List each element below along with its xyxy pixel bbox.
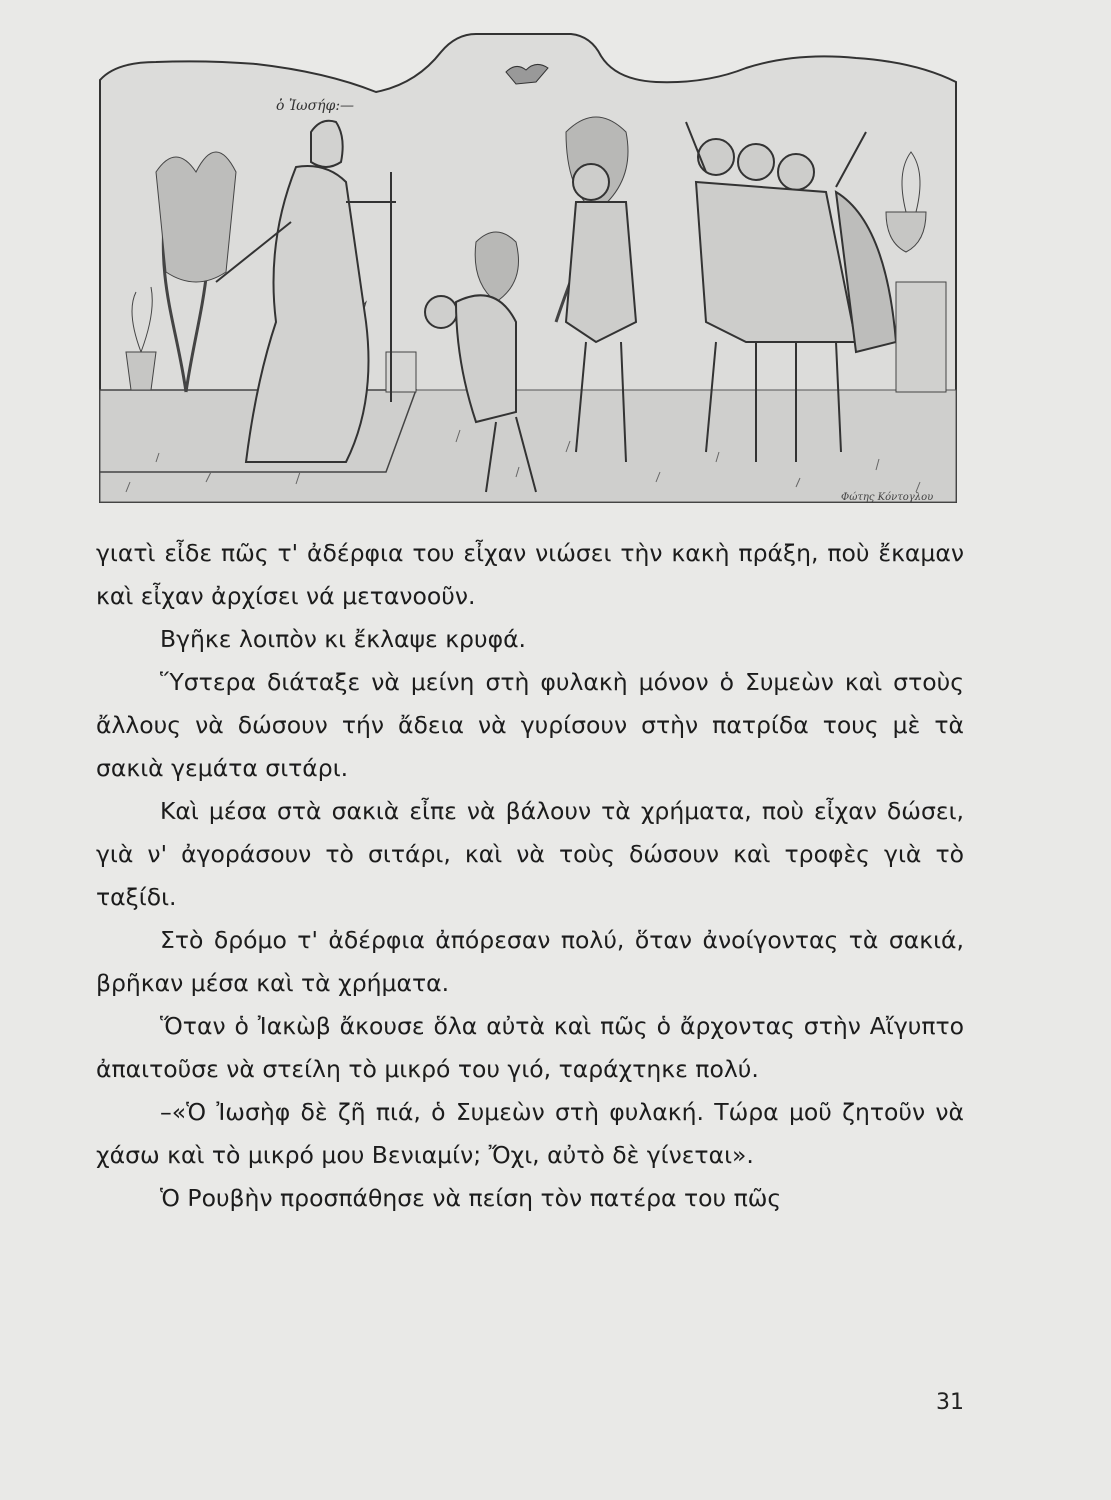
paragraph: Ὕστερα διάταξε νὰ μείνη στὴ φυλακὴ μόνον ὁ Συμεὼν καὶ στοὺς ἄλλους νὰ δώσουν τήν ἄδεια νὰ γυρίσουν στὴν πατρίδα τους μὲ τὰ σακιὰ γεμάτα σιτάρι. [96, 668, 964, 782]
paragraph: Βγῆκε λοιπὸν κι ἔκλαψε κρυφά. [160, 625, 527, 653]
artist-signature: Φώτης Κόντογλου [841, 492, 934, 503]
illustration-joseph-and-brothers [96, 22, 962, 518]
page-number: 31 [936, 1390, 964, 1415]
paragraph: γιατὶ εἶδε πῶς τ' ἀδέρφια του εἶχαν νιώσει τὴν κακὴ πράξη, ποὺ ἔκαμαν καὶ εἶχαν ἀρχίσει νά μετανοοῦν. [96, 539, 964, 610]
body-text [96, 532, 964, 1220]
paragraph: Καὶ μέσα στὰ σακιὰ εἶπε νὰ βάλουν τὰ χρήματα, ποὺ εἶχαν δώσει, γιὰ ν' ἀγοράσουν τὸ σιτάρι, καὶ νὰ τοὺς δώσουν καὶ τροφὲς γιὰ τὸ ταξίδι. [96, 797, 964, 911]
paragraph: Στὸ δρόμο τ' ἀδέρφια ἀπόρεσαν πολύ, ὅταν ἀνοίγοντας τὰ σακιά, βρῆκαν μέσα καὶ τὰ χρήματα. [96, 926, 964, 997]
paragraph: Ὁ Ρουβὴν προσπάθησε νὰ πείση τὸν πατέρα του πῶς [160, 1184, 782, 1212]
illustration-caption: ὁ Ἰωσήφ:— [276, 98, 355, 114]
paragraph: –«Ὁ Ἰωσὴφ δὲ ζῆ πιά, ὁ Συμεὼν στὴ φυλακή. Τώρα μοῦ ζητοῦν νὰ χάσω καὶ τὸ μικρό μου Βενιαμίν; Ὄχι, αὐτὸ δὲ γίνεται». [96, 1098, 964, 1169]
paragraph: Ὅταν ὁ Ἰακὼβ ἄκουσε ὅλα αὐτὰ καὶ πῶς ὁ ἄρχοντας στὴν Αἴγυπτο ἀπαιτοῦσε νὰ στείλη τὸ μικρό του γιό, ταράχτηκε πολύ. [96, 1012, 964, 1083]
